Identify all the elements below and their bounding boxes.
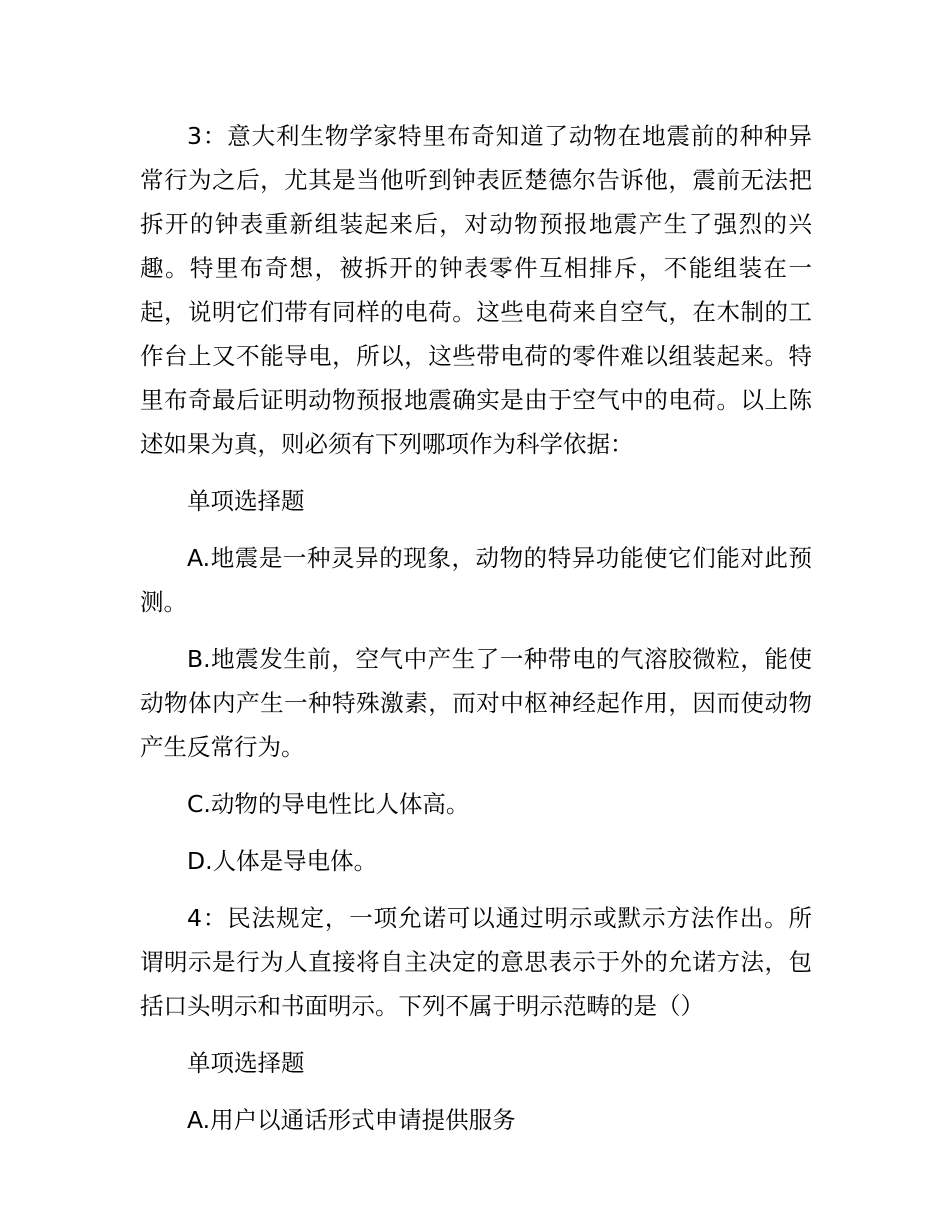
question-4-stem: 4：民法规定，一项允诺可以通过明示或默示方法作出。所谓明示是行为人直接将自主决定的意思表示于外的允诺方法，包括口头明示和书面明示。下列不属于明示范畴的是（） (140, 904, 812, 1020)
question-4-option-a: A.用户以通话形式申请提供服务 (187, 1106, 516, 1134)
question-3-option-a: A.地震是一种灵异的现象，动物的特异功能使它们能对此预测。 (140, 544, 812, 616)
question-3-stem: 3：意大利生物学家特里布奇知道了动物在地震前的种种异常行为之后，尤其是当他听到钟表匠楚德尔告诉他，震前无法把拆开的钟表重新组装起来后，对动物预报地震产生了强烈的兴趣。特里布奇想，被拆开的钟表零件互相排斥，不能组装在一起，说明它们带有同样的电荷。这些电荷来自空气，在木制的工作台上又不能导电，所以，这些带电荷的零件难以组装起来。特里布奇最后证明动物预报地震确实是由于空气中的电荷。以上陈述如果为真，则必须有下列哪项作为科学依据： (140, 122, 812, 458)
question-3-type: 单项选择题 (187, 487, 305, 515)
question-3-option-d: D.人体是导电体。 (187, 847, 378, 875)
document-page (140, 114, 812, 1142)
question-3-option-c: C.动物的导电性比人体高。 (187, 790, 470, 818)
question-3-option-b: B.地震发生前，空气中产生了一种带电的气溶胶微粒，能使动物体内产生一种特殊激素，而对中枢神经起作用，因而使动物产生反常行为。 (140, 645, 812, 761)
question-4-type: 单项选择题 (187, 1049, 305, 1077)
